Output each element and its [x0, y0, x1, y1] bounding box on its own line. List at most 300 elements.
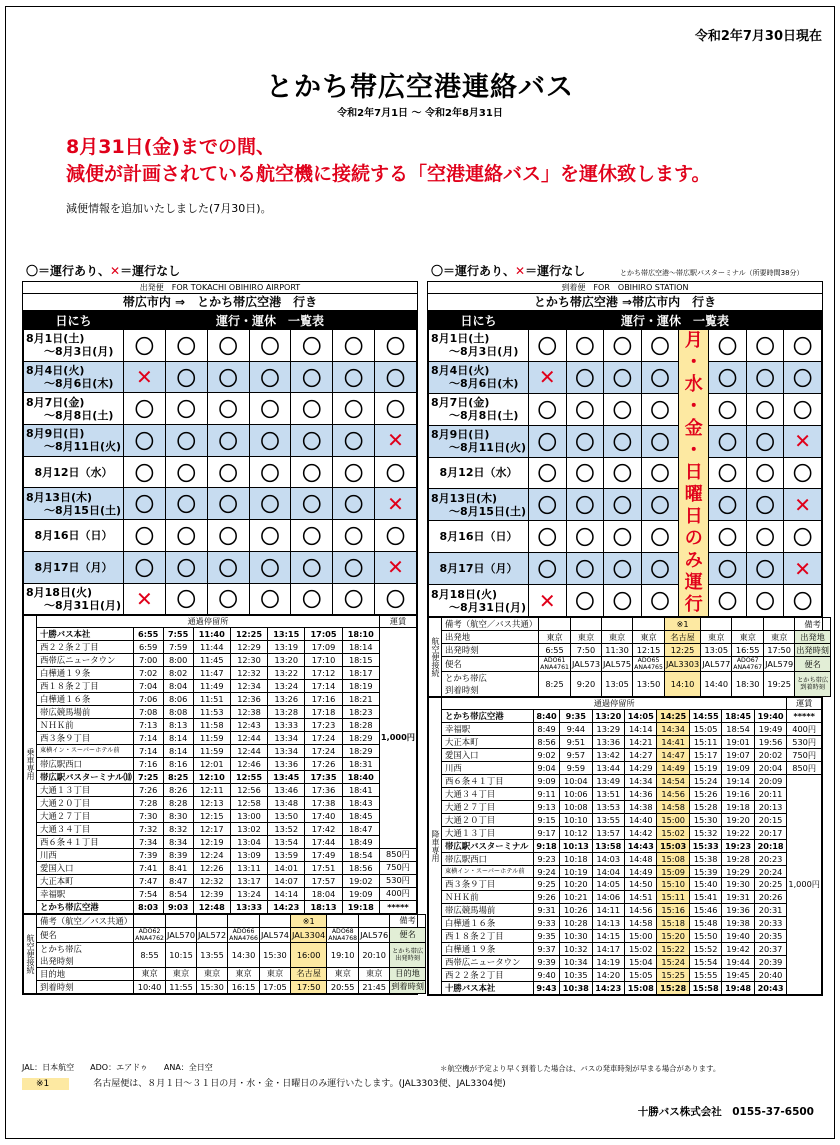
status-row — [429, 393, 822, 425]
flight-value: 16:55 — [732, 644, 764, 657]
departure-time: 8:56 — [534, 736, 560, 749]
departure-time: 19:29 — [722, 866, 754, 878]
status-column-header: 運行・運休 一覧表 — [529, 312, 822, 330]
legend-operating: 〇＝運行あり、 — [431, 264, 516, 278]
flight-number: JAL574 — [259, 927, 290, 942]
departure-time: 13:26 — [268, 693, 305, 706]
departure-time: 13:04 — [230, 835, 267, 848]
departure-time: 18:45 — [722, 710, 754, 723]
operating-mark: 〇 — [207, 520, 249, 552]
flight-row-remark: 便名 — [795, 657, 831, 672]
operating-mark: 〇 — [641, 585, 679, 617]
departure-time: 8:34 — [163, 835, 193, 848]
flight-value: 15:30 — [197, 980, 228, 993]
operating-mark: 〇 — [375, 520, 417, 552]
operating-mark: 〇 — [207, 330, 249, 362]
departure-time: 18:31 — [342, 757, 379, 770]
status-row — [24, 456, 417, 488]
departure-time: 13:34 — [268, 745, 305, 757]
timetable-row — [429, 840, 822, 853]
operating-mark: 〇 — [249, 361, 291, 393]
operating-mark: 〇 — [291, 488, 333, 520]
departure-time: 13:17 — [230, 874, 267, 887]
flight-value: 東京 — [228, 967, 260, 980]
timetable-row — [429, 917, 822, 930]
departure-time: 15:02 — [657, 827, 689, 840]
operating-mark: 〇 — [333, 425, 375, 457]
flight-row-remark: 到着時刻 — [391, 981, 424, 992]
departure-time: 14:34 — [657, 723, 689, 736]
operating-mark: 〇 — [165, 330, 207, 362]
departure-time: 15:10 — [657, 878, 689, 891]
stop-name: 東横イン・スーパーホテル前 — [37, 745, 134, 757]
departure-time: 8:14 — [163, 732, 193, 745]
stop-name: 東横イン・スーパーホテル前 — [442, 866, 534, 878]
timetable-row — [24, 822, 417, 835]
suspended-mark: ✕ — [375, 488, 417, 520]
suspended-mark: ✕ — [375, 425, 417, 457]
stop-name: 川西 — [442, 762, 534, 775]
departure-time: 17:24 — [305, 732, 342, 745]
date-from: 8月1日(土) — [431, 332, 490, 346]
departure-time: 12:44 — [230, 745, 267, 757]
date-to: ～8月11日(火) — [449, 441, 527, 455]
timetable-row — [24, 874, 417, 887]
departure-time: 15:58 — [689, 982, 721, 995]
stop-name: 西帯広ニュータウン — [442, 956, 534, 969]
operating-mark: 〇 — [291, 330, 333, 362]
departure-time: 7:41 — [133, 861, 163, 874]
remarks-cell — [539, 618, 571, 631]
departure-time: 7:08 — [133, 706, 163, 719]
departure-time: 7:39 — [133, 848, 163, 861]
flight-row-remark: 出発地 — [795, 631, 831, 644]
as-of-date: 令和2年7月30日現在 — [694, 29, 822, 44]
departure-time: 20:33 — [754, 917, 787, 930]
status-row — [24, 488, 417, 520]
departure-time: 10:28 — [560, 917, 592, 930]
departure-time: 6:55 — [133, 628, 163, 641]
flight-value: 10:15 — [165, 942, 196, 967]
legend-left — [26, 262, 180, 279]
flight-value: 13:50 — [633, 672, 665, 697]
departure-time: 19:01 — [722, 736, 754, 749]
stop-name: 西６条４１丁目 — [442, 775, 534, 788]
date-cell — [429, 330, 529, 362]
departure-time: 14:05 — [592, 878, 624, 891]
status-row — [429, 457, 822, 489]
flight-row-label: 便名 — [37, 927, 134, 942]
operating-mark: 〇 — [124, 393, 166, 425]
departure-time: 10:34 — [560, 956, 592, 969]
operating-mark: 〇 — [746, 489, 784, 521]
operating-mark: 〇 — [604, 393, 642, 425]
departure-time: 14:13 — [592, 917, 624, 930]
operating-mark: 〇 — [165, 551, 207, 583]
legend-suspended: ＝運行なし — [120, 264, 181, 278]
flight-number: JAL572 — [197, 927, 228, 942]
operating-mark: 〇 — [529, 457, 567, 489]
timetable-row — [429, 814, 822, 827]
stop-name: 西１８条２丁目 — [37, 680, 134, 693]
stop-name: 大通１３丁目 — [37, 783, 134, 796]
departure-route: 帯広市内 ⇒ とかち帯広空港 行き — [23, 294, 417, 311]
date-cell — [429, 489, 529, 521]
timetable-row — [429, 749, 822, 762]
remarks-cell: ※1 — [664, 618, 700, 631]
stop-name: 川西 — [37, 848, 134, 861]
operating-mark: 〇 — [124, 456, 166, 488]
departure-time: 15:19 — [689, 762, 721, 775]
departure-time: 17:09 — [305, 641, 342, 654]
departure-time: 7:28 — [133, 796, 163, 809]
departure-time: 20:13 — [754, 801, 787, 814]
timetable-row — [24, 706, 417, 719]
flight-value: 16:00 — [291, 942, 327, 967]
flight-value: 東京 — [539, 631, 571, 644]
suspended-mark: ✕ — [784, 553, 822, 585]
operating-mark: 〇 — [529, 521, 567, 553]
date-cell — [24, 330, 124, 362]
departure-time: 8:16 — [163, 757, 193, 770]
arrival-flight-table — [428, 617, 831, 697]
departure-time: 9:39 — [534, 956, 560, 969]
operating-mark: 〇 — [375, 330, 417, 362]
legend-x-mark: ✕ — [515, 264, 526, 278]
departure-time: 19:44 — [722, 956, 754, 969]
remarks-cell — [570, 618, 601, 631]
operating-mark: 〇 — [207, 551, 249, 583]
operating-mark: 〇 — [529, 330, 567, 362]
date-cell — [24, 456, 124, 488]
timetable-row — [429, 775, 822, 788]
status-row — [429, 361, 822, 393]
departure-time: 11:47 — [193, 667, 230, 680]
departure-time: 11:53 — [193, 706, 230, 719]
departure-time: 14:58 — [625, 917, 657, 930]
flight-value: 8:25 — [539, 672, 571, 697]
flight-value: 東京 — [197, 967, 228, 980]
departure-time: 8:04 — [163, 680, 193, 693]
operating-mark: 〇 — [333, 488, 375, 520]
departure-time: 9:25 — [534, 878, 560, 891]
departure-time: 10:38 — [560, 982, 592, 995]
stop-name: 十勝バス本社 — [442, 982, 534, 995]
timetable-row — [429, 827, 822, 840]
page-title: とかち帯広空港連絡バス — [266, 72, 574, 103]
stop-name: 白樺通１６条 — [442, 917, 534, 930]
timetable-row — [24, 770, 417, 783]
departure-time: 15:48 — [689, 917, 721, 930]
flight-value: 東京 — [764, 631, 795, 644]
departure-time: 17:42 — [305, 822, 342, 835]
departure-time: 13:46 — [268, 783, 305, 796]
operating-mark: 〇 — [784, 585, 822, 617]
stop-name: 白樺通１６条 — [37, 693, 134, 706]
operating-mark: 〇 — [333, 520, 375, 552]
departure-time: 10:26 — [560, 904, 592, 917]
stop-name: 大通２７丁目 — [37, 809, 134, 822]
nagoya-note-text: 名古屋便は、８月１日～３１日の月・水・金・日曜日のみ運行いたします。(JAL3303便、JAL3304便) — [93, 1079, 506, 1089]
flight-value: 19:25 — [764, 672, 795, 697]
timetable-row — [429, 891, 822, 904]
timetable-row — [429, 956, 822, 969]
departure-time: 19:09 — [342, 887, 379, 900]
operating-mark: 〇 — [746, 521, 784, 553]
flight-value: 名古屋 — [291, 967, 327, 980]
departure-time: 15:08 — [625, 982, 657, 995]
departure-time: 14:07 — [268, 874, 305, 887]
departure-time: 7:59 — [163, 641, 193, 654]
departure-time: 18:56 — [342, 861, 379, 874]
stops-header: 通過停留所 — [37, 616, 380, 628]
stop-name: 西６条４１丁目 — [37, 835, 134, 848]
operating-mark: 〇 — [124, 520, 166, 552]
departure-time: 8:06 — [163, 693, 193, 706]
timetable-row — [24, 667, 417, 680]
flight-value: 東京 — [134, 967, 166, 980]
suspended-mark: ✕ — [375, 551, 417, 583]
departure-time: 18:54 — [722, 723, 754, 736]
departure-time: 15:11 — [657, 891, 689, 904]
departure-time: 13:42 — [592, 749, 624, 762]
operating-mark: 〇 — [333, 361, 375, 393]
departure-time: 15:40 — [689, 878, 721, 891]
stop-name: 帯広駅西口 — [37, 757, 134, 770]
fare-value: 750円 — [379, 861, 416, 874]
departure-time: 20:43 — [754, 982, 787, 995]
stop-name: 帯広競馬場前 — [37, 706, 134, 719]
date-from: 8月9日(日) — [431, 428, 490, 442]
date-to: ～8月31日(月) — [449, 600, 527, 614]
departure-time: 7:02 — [133, 667, 163, 680]
departure-status-grid — [23, 311, 417, 615]
remarks-cell — [259, 914, 290, 927]
operating-mark: 〇 — [124, 551, 166, 583]
date-to: ～8月6日(木) — [449, 377, 519, 391]
date-from: 8月1日(土) — [26, 332, 85, 346]
flight-row-label: 目的地 — [37, 967, 134, 980]
operating-mark: 〇 — [165, 488, 207, 520]
departure-time: 8:39 — [163, 848, 193, 861]
departure-time: 12:46 — [230, 757, 267, 770]
departure-time: 14:27 — [625, 749, 657, 762]
operating-mark: 〇 — [333, 583, 375, 615]
departure-time: 13:09 — [230, 848, 267, 861]
departure-time: 13:55 — [592, 814, 624, 827]
departure-time: 13:19 — [268, 641, 305, 654]
flight-value: 12:15 — [633, 644, 665, 657]
departure-time: 15:26 — [689, 788, 721, 801]
departure-time: 8:47 — [163, 874, 193, 887]
fare-value: 530円 — [787, 736, 822, 749]
operating-mark: 〇 — [566, 425, 604, 457]
departure-time: 12:36 — [230, 693, 267, 706]
departure-time: 10:10 — [560, 814, 592, 827]
stop-name: 大通２０丁目 — [442, 814, 534, 827]
departure-time: 7:25 — [133, 770, 163, 783]
notice-line-1: 8月31日(金)までの間、 — [66, 136, 276, 158]
operating-mark: 〇 — [641, 361, 679, 393]
departure-time: 17:49 — [305, 848, 342, 861]
date-cell — [429, 425, 529, 457]
operating-mark: 〇 — [375, 393, 417, 425]
departure-time: 8:14 — [163, 745, 193, 757]
flight-number: JAL3303 — [664, 657, 700, 672]
timetable-row — [24, 848, 417, 861]
departure-timetable — [23, 615, 417, 913]
remarks-cell — [602, 618, 633, 631]
departure-time: 19:45 — [722, 969, 754, 982]
status-row — [429, 425, 822, 457]
departure-time: 9:57 — [560, 749, 592, 762]
status-row — [24, 361, 417, 393]
operating-mark: 〇 — [165, 361, 207, 393]
timetable-row — [429, 904, 822, 917]
flight-row-remark: 目的地 — [390, 967, 426, 980]
departure-time: 9:51 — [560, 736, 592, 749]
operating-mark: 〇 — [124, 330, 166, 362]
date-to: ～8月3日(月) — [449, 345, 519, 359]
departure-time: 15:00 — [657, 814, 689, 827]
departure-time: 17:23 — [305, 719, 342, 732]
departure-time: 15:28 — [657, 982, 689, 995]
operating-mark: 〇 — [604, 330, 642, 362]
operating-mark: 〇 — [333, 551, 375, 583]
flight-value: 17:50 — [291, 980, 327, 993]
operating-mark: 〇 — [333, 456, 375, 488]
timetable-row — [24, 654, 417, 667]
flight-row-label: 出発地 — [442, 631, 539, 644]
operating-mark: 〇 — [746, 585, 784, 617]
flight-row — [429, 672, 831, 697]
operating-mark: 〇 — [641, 521, 679, 553]
operating-mark: 〇 — [529, 553, 567, 585]
departure-time: 15:04 — [625, 956, 657, 969]
departure-time: 10:32 — [560, 943, 592, 956]
departure-time: 14:25 — [657, 710, 689, 723]
departure-time: 13:15 — [268, 628, 305, 641]
departure-time: 8:00 — [163, 654, 193, 667]
departure-time: 9:24 — [534, 866, 560, 878]
departure-time: 13:02 — [230, 822, 267, 835]
departure-time: 14:19 — [592, 956, 624, 969]
timetable-row — [24, 628, 417, 641]
departure-time: 11:59 — [193, 732, 230, 745]
operating-mark: 〇 — [641, 330, 679, 362]
departure-time: 14:54 — [657, 775, 689, 788]
departure-time: 20:23 — [754, 853, 787, 866]
departure-time: 9:15 — [534, 814, 560, 827]
departure-time: 13:36 — [268, 757, 305, 770]
flight-number: JAL570 — [165, 927, 196, 942]
departure-time: 17:51 — [305, 861, 342, 874]
departure-time: 12:34 — [230, 680, 267, 693]
departure-time: 10:12 — [560, 827, 592, 840]
flight-number: JAL3304 — [291, 927, 327, 942]
flight-value: 12:25 — [664, 644, 700, 657]
date-from: 8月7日(金) — [26, 395, 85, 409]
arrival-timetable — [428, 697, 822, 995]
flight-value: 21:45 — [359, 980, 390, 993]
timetable-row — [429, 710, 822, 723]
departure-time: 19:14 — [722, 775, 754, 788]
departure-time: 9:40 — [534, 969, 560, 982]
departure-time: 12:30 — [230, 654, 267, 667]
operating-mark: 〇 — [641, 457, 679, 489]
flight-row-label: 到着時刻 — [37, 980, 134, 993]
date-cell — [429, 393, 529, 425]
suspended-mark: ✕ — [529, 361, 567, 393]
departure-time: 15:39 — [689, 866, 721, 878]
departure-time: 7:26 — [133, 783, 163, 796]
departure-time: 12:15 — [193, 809, 230, 822]
date-cell — [429, 457, 529, 489]
operating-mark: 〇 — [784, 330, 822, 362]
departure-time: 15:52 — [689, 943, 721, 956]
operating-mark: 〇 — [604, 425, 642, 457]
departure-time: 11:40 — [193, 628, 230, 641]
stop-name: 大通２７丁目 — [442, 801, 534, 814]
departure-time: 19:49 — [754, 723, 787, 736]
stop-name: 西２２条２丁目 — [442, 969, 534, 982]
operating-mark: 〇 — [784, 521, 822, 553]
departure-time: 17:57 — [305, 874, 342, 887]
flight-value: 13:05 — [701, 644, 732, 657]
flight-row — [429, 631, 831, 644]
departure-time: 11:49 — [193, 680, 230, 693]
date-cell — [24, 361, 124, 393]
departure-time: 7:55 — [163, 628, 193, 641]
suspended-mark: ✕ — [784, 425, 822, 457]
departure-time: 8:40 — [534, 710, 560, 723]
operating-mark: 〇 — [291, 425, 333, 457]
flight-value: 9:20 — [570, 672, 601, 697]
departure-time: 19:20 — [722, 814, 754, 827]
departure-time: 8:08 — [163, 706, 193, 719]
timetable-row — [429, 982, 822, 995]
departure-time: 13:11 — [230, 861, 267, 874]
operating-mark: 〇 — [604, 489, 642, 521]
departure-time: 13:34 — [268, 732, 305, 745]
flight-row-label: 便名 — [442, 657, 539, 672]
operating-mark: 〇 — [709, 457, 747, 489]
departure-time: 13:33 — [230, 900, 267, 913]
departure-time: 19:28 — [722, 853, 754, 866]
flight-number: JAL576 — [359, 927, 390, 942]
flight-number: JAL577 — [701, 657, 732, 672]
departure-time: 13:49 — [592, 775, 624, 788]
flight-value: 東京 — [165, 967, 196, 980]
departure-time: 19:22 — [722, 827, 754, 840]
flight-connection-label: 航空便接続 — [24, 914, 37, 993]
departure-time: 12:10 — [193, 770, 230, 783]
operating-mark: 〇 — [746, 425, 784, 457]
departure-time: 18:41 — [342, 783, 379, 796]
departure-time: 7:30 — [133, 809, 163, 822]
departure-time: 19:18 — [342, 900, 379, 913]
remarks-cell — [633, 618, 665, 631]
operating-mark: 〇 — [784, 457, 822, 489]
departure-time: 18:10 — [342, 628, 379, 641]
departure-time: 14:43 — [625, 840, 657, 853]
timetable-row — [24, 641, 417, 654]
departure-time: 9:31 — [534, 904, 560, 917]
flight-value: 20:10 — [359, 942, 390, 967]
stop-name: ＮＨＫ前 — [442, 891, 534, 904]
operating-mark: 〇 — [291, 551, 333, 583]
departure-time: 18:54 — [342, 848, 379, 861]
